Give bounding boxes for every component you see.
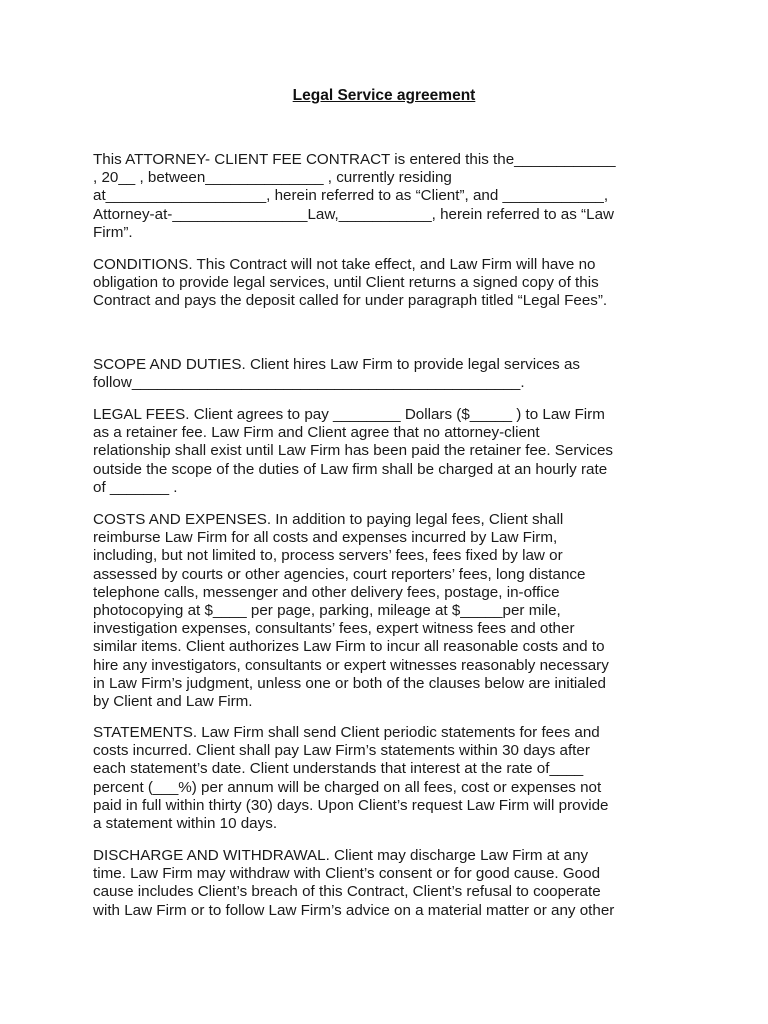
conditions-paragraph: [93, 256, 693, 311]
discharge-paragraph: [93, 847, 693, 920]
paragraph-line: a statement within 10 days.: [93, 814, 278, 832]
paragraph-line: telephone calls, messenger and other delivery fees, postage, in-office: [93, 583, 560, 601]
paragraph-line: costs incurred. Client shall pay Law Firm’s statements within 30 days after: [93, 742, 590, 760]
paragraph-line: DISCHARGE AND WITHDRAWAL. Client may discharge Law Firm at any: [93, 847, 589, 864]
paragraph-line: by Client and Law Firm.: [93, 692, 253, 710]
paragraph-line: photocopying at $____ per page, parking, mileage at $_____per mile,: [93, 601, 561, 619]
paragraph-line: paid in full within thirty (30) days. Upon Client’s request Law Firm will provide: [93, 796, 609, 814]
paragraph-line: Attorney-at-________________Law,___________, herein referred to as “Law: [93, 205, 614, 223]
paragraph-line: with Law Firm or to follow Law Firm’s advice on a material matter or any other: [93, 901, 615, 919]
paragraph-line: investigation expenses, consultants’ fees, expert witness fees and other: [93, 620, 575, 638]
paragraph-line: obligation to provide legal services, until Client returns a signed copy of this: [93, 274, 599, 292]
paragraph-line: SCOPE AND DUTIES. Client hires Law Firm to provide legal services as: [93, 356, 581, 373]
paragraph-line: in Law Firm’s judgment, unless one or both of the clauses below are initialed: [93, 674, 607, 692]
paragraph-line: each statement’s date. Client understands that interest at the rate of____: [93, 760, 584, 778]
paragraph-line: This ATTORNEY- CLIENT FEE CONTRACT is entered this the____________: [93, 151, 616, 168]
document-title: Legal Service agreement: [292, 87, 476, 104]
paragraph-line: including, but not limited to, process servers’ fees, fees fixed by law or: [93, 547, 563, 565]
paragraph-line: follow______________________________________________.: [93, 374, 525, 392]
paragraph-line: cause includes Client’s breach of this Contract, Client’s refusal to cooperate: [93, 883, 601, 901]
legal-fees-paragraph: [93, 406, 693, 497]
paragraph-line: CONDITIONS. This Contract will not take effect, and Law Firm will have no: [93, 256, 596, 273]
paragraph-line: Firm”.: [93, 223, 133, 241]
paragraph-line: Contract and pays the deposit called for under paragraph titled “Legal Fees”.: [93, 292, 608, 310]
paragraph-line: percent (___%) per annum will be charged on all fees, cost or expenses not: [93, 778, 602, 796]
paragraph-line: time. Law Firm may withdraw with Client’s consent or for good cause. Good: [93, 865, 601, 883]
costs-paragraph: [93, 511, 693, 711]
paragraph-line: reimburse Law Firm for all costs and expenses incurred by Law Firm,: [93, 529, 558, 547]
paragraph-line: hire any investigators, consultants or expert witnesses reasonably necessary: [93, 656, 609, 674]
paragraph-line: similar items. Client authorizes Law Firm to incur all reasonable costs and to: [93, 638, 605, 656]
paragraph-line: COSTS AND EXPENSES. In addition to paying legal fees, Client shall: [93, 511, 564, 528]
paragraph-line: , 20__ , between______________ , currently residing: [93, 169, 452, 187]
paragraph-line: of _______ .: [93, 478, 178, 496]
paragraph-line: outside the scope of the duties of Law firm shall be charged at an hourly rate: [93, 460, 608, 478]
paragraph-line: assessed by courts or other agencies, court reporters’ fees, long distance: [93, 565, 586, 583]
paragraph-line: relationship shall exist until Law Firm has been paid the retainer fee. Services: [93, 442, 614, 460]
paragraph-line: LEGAL FEES. Client agrees to pay ________ Dollars ($_____ ) to Law Firm: [93, 406, 605, 423]
paragraph-line: at___________________, herein referred to as “Client”, and ____________,: [93, 187, 609, 205]
intro-paragraph: [93, 151, 693, 242]
statements-paragraph: [93, 724, 693, 833]
scope-paragraph: [93, 356, 693, 392]
paragraph-line: as a retainer fee. Law Firm and Client agree that no attorney-client: [93, 424, 540, 442]
paragraph-line: STATEMENTS. Law Firm shall send Client periodic statements for fees and: [93, 724, 600, 741]
